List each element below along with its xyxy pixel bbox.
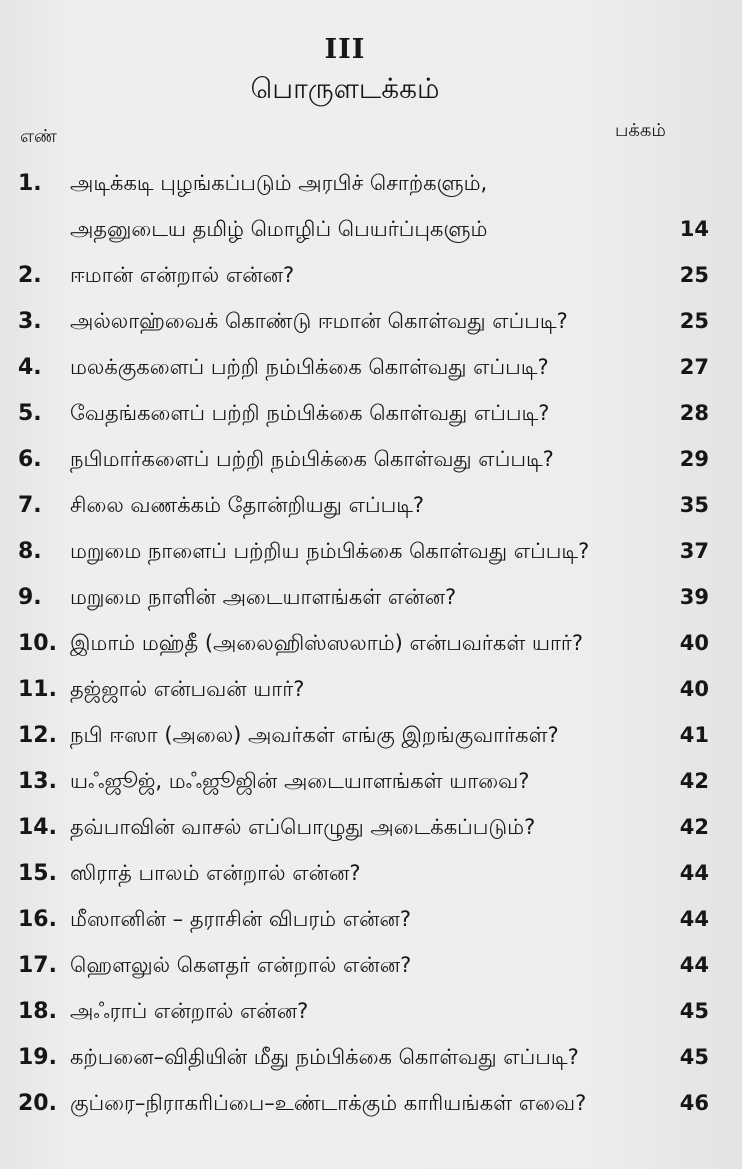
- entry-page-number: 44: [679, 861, 709, 885]
- entry-page-number: 46: [679, 1091, 709, 1115]
- toc-entry: [0, 255, 742, 301]
- toc-entry: [0, 1083, 742, 1129]
- entry-page-number: 14: [679, 217, 709, 241]
- entry-title: அல்லாஹ்வைக் கொண்டு ஈமான் கொள்வது எப்படி?: [70, 309, 568, 333]
- toc-entry: [0, 715, 742, 761]
- toc-entry: [0, 163, 742, 209]
- toc-entry: [0, 623, 742, 669]
- entry-page-number: 42: [679, 815, 709, 839]
- entry-number: 19.: [18, 1045, 57, 1070]
- entry-title: தஜ்ஜால் என்பவன் யார்?: [70, 677, 305, 701]
- entry-number: 6.: [18, 447, 42, 472]
- entry-number: 5.: [18, 401, 42, 426]
- entry-number: 14.: [18, 815, 57, 840]
- entry-title: தவ்பாவின் வாசல் எப்பொழுது அடைக்கப்படும்?: [70, 815, 536, 839]
- entry-number: 3.: [18, 309, 42, 334]
- entry-title: அஃராப் என்றால் என்ன?: [70, 999, 309, 1023]
- entry-number: 13.: [18, 769, 57, 794]
- entry-number: 4.: [18, 355, 42, 380]
- entry-number: 9.: [18, 585, 42, 610]
- entry-title: அடிக்கடி புழங்கப்படும் அரபிச் சொற்களும்,: [70, 171, 488, 195]
- entry-number: 20.: [18, 1091, 57, 1116]
- toc-entry: [0, 761, 742, 807]
- entry-page-number: 42: [679, 769, 709, 793]
- toc-entry: [0, 669, 742, 715]
- entry-title: மலக்குகளைப் பற்றி நம்பிக்கை கொள்வது எப்படி?: [70, 355, 549, 379]
- entry-title: ஹௌலுல் கௌதர் என்றால் என்ன?: [70, 953, 412, 977]
- entry-title: யஃஜூஜ், மஃஜூஜின் அடையாளங்கள் யாவை?: [70, 769, 530, 793]
- entry-page-number: 37: [679, 539, 709, 563]
- entry-page-number: 40: [679, 677, 709, 701]
- entry-page-number: 35: [679, 493, 709, 517]
- column-header-number: எண்: [20, 126, 57, 147]
- entry-page-number: 45: [679, 1045, 709, 1069]
- entry-number: 7.: [18, 493, 42, 518]
- entry-number: 12.: [18, 723, 57, 748]
- toc-entry: [0, 209, 742, 255]
- toc-entry: [0, 853, 742, 899]
- entry-title: மறுமை நாளின் அடையாளங்கள் என்ன?: [70, 585, 457, 609]
- entry-title: குப்ரை–நிராகரிப்பை–உண்டாக்கும் காரியங்கள் எவை?: [70, 1091, 587, 1115]
- toc-entry: [0, 531, 742, 577]
- entry-title: ஈமான் என்றால் என்ன?: [70, 263, 295, 287]
- column-header-page: பக்கம்: [615, 120, 666, 141]
- entry-page-number: 29: [679, 447, 709, 471]
- entry-page-number: 45: [679, 999, 709, 1023]
- entry-title: மறுமை நாளைப் பற்றிய நம்பிக்கை கொள்வது எப்படி?: [70, 539, 590, 563]
- entry-page-number: 27: [679, 355, 709, 379]
- table-of-contents: [0, 163, 742, 1129]
- entry-page-number: 25: [679, 309, 709, 333]
- entry-number: 11.: [18, 677, 57, 702]
- toc-entry: [0, 807, 742, 853]
- entry-number: 16.: [18, 907, 57, 932]
- entry-number: 8.: [18, 539, 42, 564]
- entry-title: அதனுடைய தமிழ் மொழிப் பெயர்ப்புகளும்: [70, 217, 488, 241]
- entry-number: 15.: [18, 861, 57, 886]
- entry-title: சிலை வணக்கம் தோன்றியது எப்படி?: [70, 493, 425, 517]
- toc-entry: [0, 301, 742, 347]
- entry-number: 10.: [18, 631, 57, 656]
- entry-title: வேதங்களைப் பற்றி நம்பிக்கை கொள்வது எப்படி?: [70, 401, 550, 425]
- toc-entry: [0, 945, 742, 991]
- entry-page-number: 25: [679, 263, 709, 287]
- entry-page-number: 41: [679, 723, 709, 747]
- entry-title: கற்பனை–விதியின் மீது நம்பிக்கை கொள்வது எப்படி?: [70, 1045, 579, 1069]
- entry-title: மீஸானின் – தராசின் விபரம் என்ன?: [70, 907, 412, 931]
- page-title: பொருளடக்கம்: [250, 72, 440, 105]
- toc-entry: [0, 347, 742, 393]
- entry-page-number: 28: [679, 401, 709, 425]
- entry-page-number: 44: [679, 907, 709, 931]
- entry-number: 1.: [18, 171, 42, 196]
- entry-page-number: 44: [679, 953, 709, 977]
- toc-entry: [0, 439, 742, 485]
- entry-title: நபிமார்களைப் பற்றி நம்பிக்கை கொள்வது எப்படி?: [70, 447, 554, 471]
- entry-number: 2.: [18, 263, 42, 288]
- entry-title: ஸிராத் பாலம் என்றால் என்ன?: [70, 861, 361, 885]
- entry-title: நபி ஈஸா (அலை) அவர்கள் எங்கு இறங்குவார்கள்?: [70, 723, 559, 747]
- toc-entry: [0, 899, 742, 945]
- entry-number: 18.: [18, 999, 57, 1024]
- toc-entry: [0, 393, 742, 439]
- section-numeral: III: [324, 34, 366, 65]
- entry-number: 17.: [18, 953, 57, 978]
- toc-entry: [0, 1037, 742, 1083]
- entry-title: இமாம் மஹ்தீ (அலைஹிஸ்ஸலாம்) என்பவர்கள் யார்?: [70, 631, 584, 655]
- toc-entry: [0, 485, 742, 531]
- toc-entry: [0, 577, 742, 623]
- toc-entry: [0, 991, 742, 1037]
- entry-page-number: 40: [679, 631, 709, 655]
- entry-page-number: 39: [679, 585, 709, 609]
